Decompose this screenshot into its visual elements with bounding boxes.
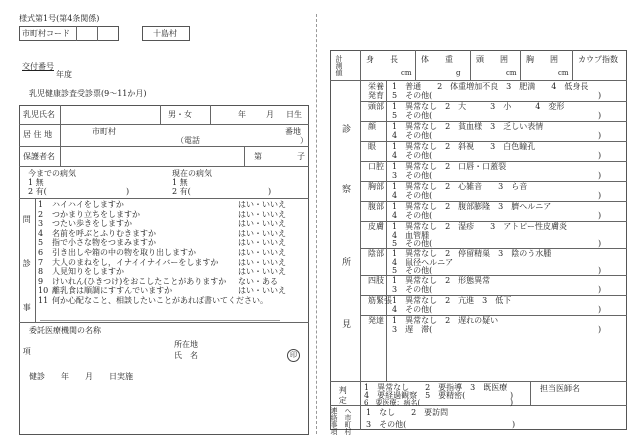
question-list (38, 200, 308, 306)
section-close: ) (598, 210, 602, 220)
measure-unit-1: g (456, 69, 461, 77)
section-close: ) (598, 284, 602, 294)
measure-input-3[interactable] (522, 64, 556, 76)
past-yes[interactable]: 2 有( (28, 187, 47, 196)
question-item (38, 267, 308, 277)
question-no: 11 (38, 295, 49, 305)
section-label: 口腔 (368, 162, 384, 171)
birth-year: 年 (238, 110, 246, 119)
section-label: 発達 (368, 316, 384, 325)
section-close: ) (598, 170, 602, 180)
measure-label: 計測値 (335, 55, 344, 76)
questions-title: 問 診 事 項 (22, 215, 32, 369)
section-option[interactable]: 1 異常なし 2 腹部膨隆 3 臍ヘルニア (392, 202, 552, 211)
section-option[interactable]: 1 普通 2 体重増加不良 3 肥満 4 低身長 (392, 82, 589, 91)
question-no: 3 (38, 219, 44, 229)
contact-side: へ市町村 (344, 407, 353, 435)
question-answer[interactable]: はい・いいえ (238, 209, 286, 219)
measure-label-2: 頭 囲 (476, 55, 508, 64)
seal-mark: 印 (287, 349, 300, 362)
question-text: 名前を呼ぶとふりむきますか (52, 228, 156, 238)
location-label: 所在地 (174, 340, 198, 349)
question-answer[interactable]: はい・いいえ (238, 219, 286, 229)
section-close: ) (598, 90, 602, 100)
measure-label-0: 身 長 (366, 55, 398, 64)
entrusted-label: 委託医療機関の名称 (29, 326, 101, 335)
fold-line (316, 14, 317, 434)
question-item (38, 277, 308, 287)
measure-unit-0: cm (401, 69, 412, 77)
question-text: 離乳食は順調にすすんでいますか (52, 286, 173, 296)
section-option[interactable]: 1 異常なし 2 斜視 3 白色瞳孔 (392, 142, 536, 151)
section-option[interactable]: 5 その他( (392, 110, 433, 120)
measure-label-3: 胸 囲 (526, 55, 558, 64)
child-label: 子 (297, 152, 305, 161)
current-yes[interactable]: 2 有( (172, 187, 191, 196)
measure-input-2[interactable] (472, 64, 504, 76)
section-option[interactable]: 1 異常なし 2 口唇・口蓋裂 (392, 162, 507, 171)
judgment-line1[interactable]: 1 異常なし 2 要指導 3 既医療 (364, 383, 508, 392)
exam-title-char: 診 (342, 125, 352, 135)
section-close: ) (598, 130, 602, 140)
section-label: 胸部 (368, 182, 384, 191)
question-answer[interactable]: ない・ある (238, 276, 278, 286)
section-label: 腹部 (368, 202, 384, 211)
section-option[interactable]: 4 鼠径ヘルニア (392, 257, 454, 267)
question-no: 8 (38, 267, 44, 277)
issue-year: 年度 (56, 70, 72, 79)
relation-label: 第 (254, 152, 262, 161)
judgment-line2[interactable]: 4 要経過観察 5 要精密( (364, 391, 466, 400)
question-text: ハイハイをしますか (52, 200, 124, 209)
question-item (38, 286, 308, 296)
section-option[interactable]: 4 その他( (392, 210, 433, 220)
question-no: 4 (38, 228, 44, 238)
question-text: 人見知りをしますか (52, 267, 124, 277)
measure-unit-2: cm (506, 69, 517, 77)
question-no: 1 (38, 200, 44, 209)
judgment-close3: ) (510, 398, 514, 407)
exam-date: 健診 年 月 日実施 (29, 372, 133, 381)
section-option[interactable]: 5 その他( (392, 266, 433, 275)
section-option[interactable]: 1 異常なし 2 亢進 3 低下 (392, 296, 512, 305)
past-none[interactable]: 1 無 (28, 178, 44, 187)
infant-name-label: 乳児氏名 (23, 110, 55, 119)
past-close: ) (126, 187, 130, 196)
birth-day: 日生 (286, 110, 302, 119)
question-text: 何か心配なこと、相談したいことがあれば書いてください。 (52, 295, 268, 305)
village-name: 十島村 (153, 29, 177, 38)
measure-input-4[interactable] (574, 64, 611, 76)
exam-title-char: 察 (342, 185, 352, 195)
measure-label-4: カウプ指数 (578, 55, 618, 64)
section-option[interactable]: 1 異常なし 2 遅れの疑い (392, 316, 499, 325)
contact-label: 連絡事項 (330, 407, 339, 435)
measure-input-0[interactable] (362, 64, 399, 76)
banchi-label: 番地 (285, 127, 301, 136)
question-item (38, 248, 308, 258)
current-illness-label: 現在の病気 (172, 169, 212, 178)
section-option[interactable]: 3 その他( (392, 170, 433, 180)
question-text: 引き出しや箱の中の物を取り出しますか (52, 247, 196, 257)
section-label: 頭部 (368, 102, 384, 111)
form-title: 様式第1号(第4条関係) (19, 14, 100, 23)
section-option[interactable]: 4 その他( (392, 304, 433, 314)
question-item (38, 200, 308, 210)
section-option[interactable]: 4 その他( (392, 130, 433, 140)
section-option[interactable]: 3 その他( (392, 284, 433, 294)
section-close: ) (598, 324, 602, 334)
tel-close: ） (300, 136, 308, 145)
section-option[interactable]: 5 その他( (392, 90, 433, 100)
section-option[interactable]: 4 その他( (392, 150, 433, 160)
judgment-line3[interactable]: 6 要医療：病名( (364, 399, 421, 407)
question-answer[interactable]: はい・いいえ (238, 200, 286, 209)
question-no: 5 (38, 238, 44, 248)
section-option[interactable]: 1 異常なし 2 貧血様 3 乏しい表情 (392, 122, 544, 131)
issue-number-label: 交付番号 (22, 62, 54, 71)
section-label: 顔 (368, 122, 376, 131)
question-no: 6 (38, 247, 44, 257)
question-text: つかまり立ちをしますか (52, 209, 140, 219)
current-close: ) (268, 187, 272, 196)
section-label: 四肢 (368, 276, 384, 285)
section-close: ) (598, 190, 602, 200)
current-none[interactable]: 1 無 (172, 178, 188, 187)
section-close: ) (598, 304, 602, 314)
question-item (38, 210, 308, 220)
measure-label-1: 体 重 (421, 55, 453, 64)
question-answer[interactable]: はい・いいえ (238, 286, 286, 296)
question-text: つたい歩きをしますか (52, 219, 132, 229)
question-answer[interactable]: はい・いいえ (238, 257, 286, 267)
judgment-label: 判定 (338, 386, 348, 406)
address-label: 居 住 地 (23, 130, 53, 139)
question-item (38, 229, 308, 239)
section-option[interactable]: 1 異常なし 2 停留精巣 3 陰のう水腫 (392, 249, 552, 258)
judgment-doctor-label: 担当医師名 (540, 384, 580, 393)
measure-unit-3: cm (558, 69, 569, 77)
question-answer[interactable]: はい・いいえ (238, 238, 286, 248)
question-answer[interactable]: はい・いいえ (238, 247, 286, 257)
past-illness-label: 今までの病気 (28, 169, 76, 178)
section-option[interactable]: 1 異常なし 2 形態異常 (392, 276, 491, 285)
address-city: 市町村 (92, 127, 116, 136)
judgment-close2: ) (510, 391, 514, 400)
tel-label: （電話 (176, 136, 200, 145)
section-close: ) (598, 110, 602, 120)
sex-field[interactable]: 男・女 (168, 110, 192, 119)
doctor-name-label: 氏 名 (174, 351, 198, 360)
section-option[interactable]: 3 遅 滞( (392, 324, 433, 334)
exam-title-char: 見 (342, 320, 352, 330)
question-no: 2 (38, 209, 44, 219)
section-close: ) (598, 266, 602, 275)
question-answer[interactable]: はい・いいえ (238, 228, 286, 238)
question-text: けいれん(ひきつけ)をおこしたことがありますか (52, 276, 227, 286)
contact-close: ) (512, 420, 516, 429)
section-label: 皮膚 (368, 222, 384, 231)
section-label: 眼 (368, 142, 376, 151)
question-item (38, 238, 308, 248)
section-option[interactable]: 5 その他( (392, 239, 433, 248)
section-label: 陰部 (368, 249, 384, 258)
section-close: ) (598, 239, 602, 248)
city-code-label: 市町村コード (22, 29, 70, 38)
section-option[interactable]: 4 その他( (392, 190, 433, 200)
question-no: 10 (38, 286, 49, 296)
section-label: 筋緊張 (368, 296, 392, 305)
section-option[interactable]: 4 血管腫 (392, 230, 430, 240)
contact-line1[interactable]: 1 なし 2 要訪問 (366, 408, 449, 417)
birth-month: 月 (266, 110, 274, 119)
section-option[interactable]: 1 異常なし 2 心雑音 3 ら音 (392, 182, 528, 191)
form-name: 乳児健康診査受診票(9～11か月) (29, 89, 147, 98)
guardian-label: 保護者名 (23, 152, 55, 161)
section-option[interactable]: 1 異常なし 2 湿疹 3 アトピー性皮膚炎 (392, 222, 567, 231)
contact-line2[interactable]: 3 その他( (366, 420, 407, 429)
question-answer[interactable]: はい・いいえ (238, 267, 286, 277)
section-label: 栄養 発育 (368, 82, 384, 100)
section-option[interactable]: 1 異常なし 2 大 3 小 4 変形 (392, 102, 565, 111)
question-text: 指で小さな物をつまみますか (52, 238, 156, 248)
question-text: 大人のまねをし，イナイイナイバーをしますか (52, 257, 219, 267)
section-close: ) (598, 150, 602, 160)
question-no: 7 (38, 257, 44, 267)
question-no: 9 (38, 276, 44, 286)
question-item (38, 296, 308, 306)
measure-input-1[interactable] (417, 64, 454, 76)
question-item (38, 219, 308, 229)
question-item (38, 258, 308, 268)
exam-title-char: 所 (342, 258, 352, 268)
